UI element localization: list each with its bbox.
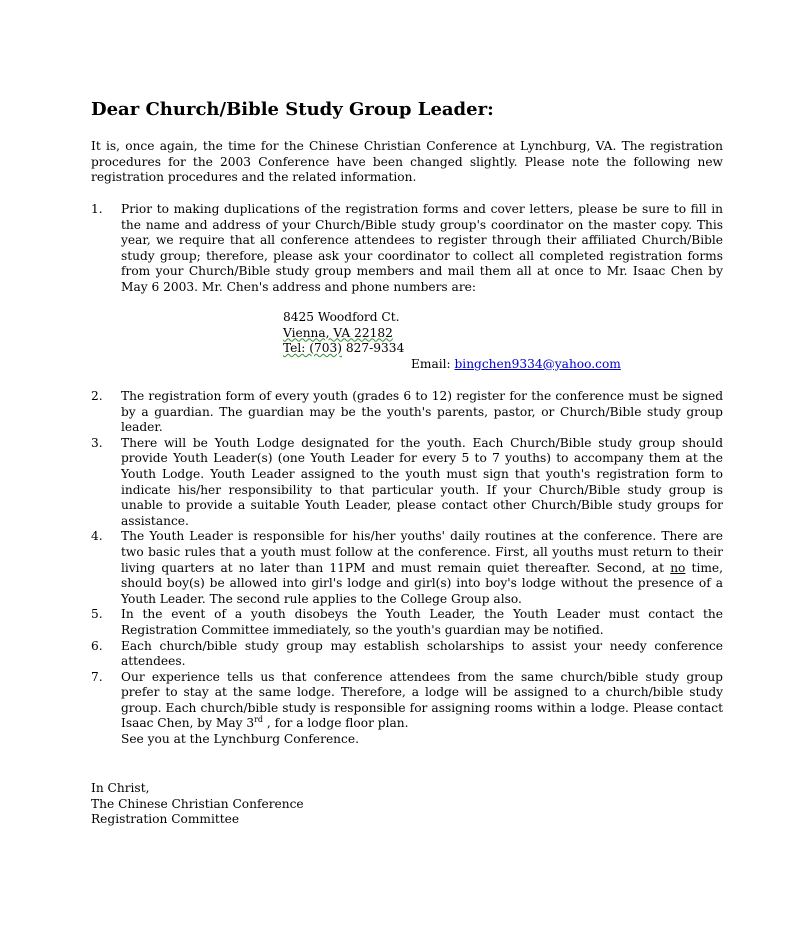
list-number: 4. bbox=[91, 529, 103, 544]
list-item bbox=[91, 639, 723, 670]
address-city bbox=[283, 326, 621, 342]
list-item bbox=[91, 670, 723, 748]
list-item bbox=[91, 389, 723, 436]
list-item bbox=[91, 436, 723, 530]
letter-heading: Dear Church/Bible Study Group Leader: bbox=[91, 99, 494, 120]
numbered-list bbox=[91, 389, 723, 748]
list-number: 3. bbox=[91, 435, 103, 450]
closing-salutation: In Christ, bbox=[91, 781, 150, 795]
list-number: 6. bbox=[91, 638, 103, 653]
closing-committee: Registration Committee bbox=[91, 812, 240, 827]
list-number: 2. bbox=[91, 389, 103, 403]
numbered-list-item-1-wrap bbox=[91, 202, 723, 296]
list-item-text-line2: See you at the Lynchburg Conference. bbox=[121, 732, 359, 747]
list-item bbox=[91, 529, 723, 607]
list-item-text-cont: , for a lodge floor plan. bbox=[263, 716, 409, 731]
address-block bbox=[283, 310, 621, 372]
email-link[interactable]: bingchen9334@yahoo.com bbox=[454, 356, 621, 371]
list-item-text: Our experience tells us that conference attendees from the same church/bible study group prefer to stay at the same lodge. Therefore, a lodge will be assigned to a church/bible study group. Each church/bible study is responsible for assigning rooms within a lodge. Please contact Isaac Chen, by May 3 bbox=[121, 669, 723, 731]
list-item-text: There will be Youth Lodge designated for the youth. Each Church/Bible study group should provide Youth Leader(s) (one Youth Leader for every 5 to 7 youths) to accompany them at the Youth Lodge. Youth Leader assigned to the youth must sign that youth's registration form to indicate his/her responsibility to that particular youth. If your Church/Bible study group is unable to provide a suitable Youth Leader, please contact other Church/Bible study groups for assistance. bbox=[121, 435, 723, 528]
closing-org: The Chinese Christian Conference bbox=[91, 796, 304, 811]
list-number: 7. bbox=[91, 669, 103, 684]
list-item-text: In the event of a youth disobeys the Youth Leader, the Youth Leader must contact the Registration Committee immediately, so the youth's guardian may be notified. bbox=[121, 607, 723, 637]
list-item bbox=[91, 202, 723, 296]
address-email-line bbox=[283, 357, 621, 373]
address-tel-prefix: Tel: (703) bbox=[283, 341, 343, 356]
list-item bbox=[91, 607, 723, 638]
closing-block bbox=[91, 781, 304, 828]
list-number: 1. bbox=[91, 202, 103, 216]
superscript-rd: rd bbox=[254, 715, 264, 725]
address-street: 8425 Woodford Ct. bbox=[283, 310, 400, 324]
list-item-text: Prior to making duplications of the registration forms and cover letters, please be sure to fill in the name and address of your Church/Bible study group's coordinator on the master copy. This year, we require that all conference attendees to register through their affiliated Church/Bible study group; therefore, please ask your coordinator to collect all completed registration forms from your Church/Bible study group members and mail them all at once to Mr. Isaac Chen by May 6 2003. Mr. Chen's address and phone numbers are: bbox=[121, 202, 723, 294]
underlined-word: no bbox=[670, 560, 686, 575]
list-item-text: The Youth Leader is responsible for his/her youths' daily routines at the conference. There are two basic rules that a youth must follow at the conference. First, all youths must return to their living quarters at no later than 11PM and must remain quiet thereafter. Second, at bbox=[121, 529, 723, 575]
list-item-text-cont: time, should boy(s) be allowed into girl's lodge and girl(s) into boy's lodge without the presence of a Youth Leader. The second rule applies to the College Group also. bbox=[121, 560, 723, 606]
list-number: 5. bbox=[91, 607, 103, 622]
list-item-text: Each church/bible study group may establish scholarships to assist your needy conference attendees. bbox=[121, 638, 723, 669]
address-city-text: Vienna, VA 22182 bbox=[283, 325, 393, 340]
address-tel bbox=[283, 341, 621, 357]
intro-paragraph: It is, once again, the time for the Chinese Christian Conference at Lynchburg, VA. The registration procedures for the 2003 Conference have been changed slightly. Please note the following new registration procedures and the related information. bbox=[91, 139, 723, 185]
address-tel-number: 827-9334 bbox=[342, 341, 405, 356]
email-label: Email: bbox=[411, 356, 455, 371]
list-item-text: The registration form of every youth (grades 6 to 12) register for the conference must be signed by a guardian. The guardian may be the youth's parents, pastor, or Church/Bible study group leader. bbox=[121, 389, 723, 435]
